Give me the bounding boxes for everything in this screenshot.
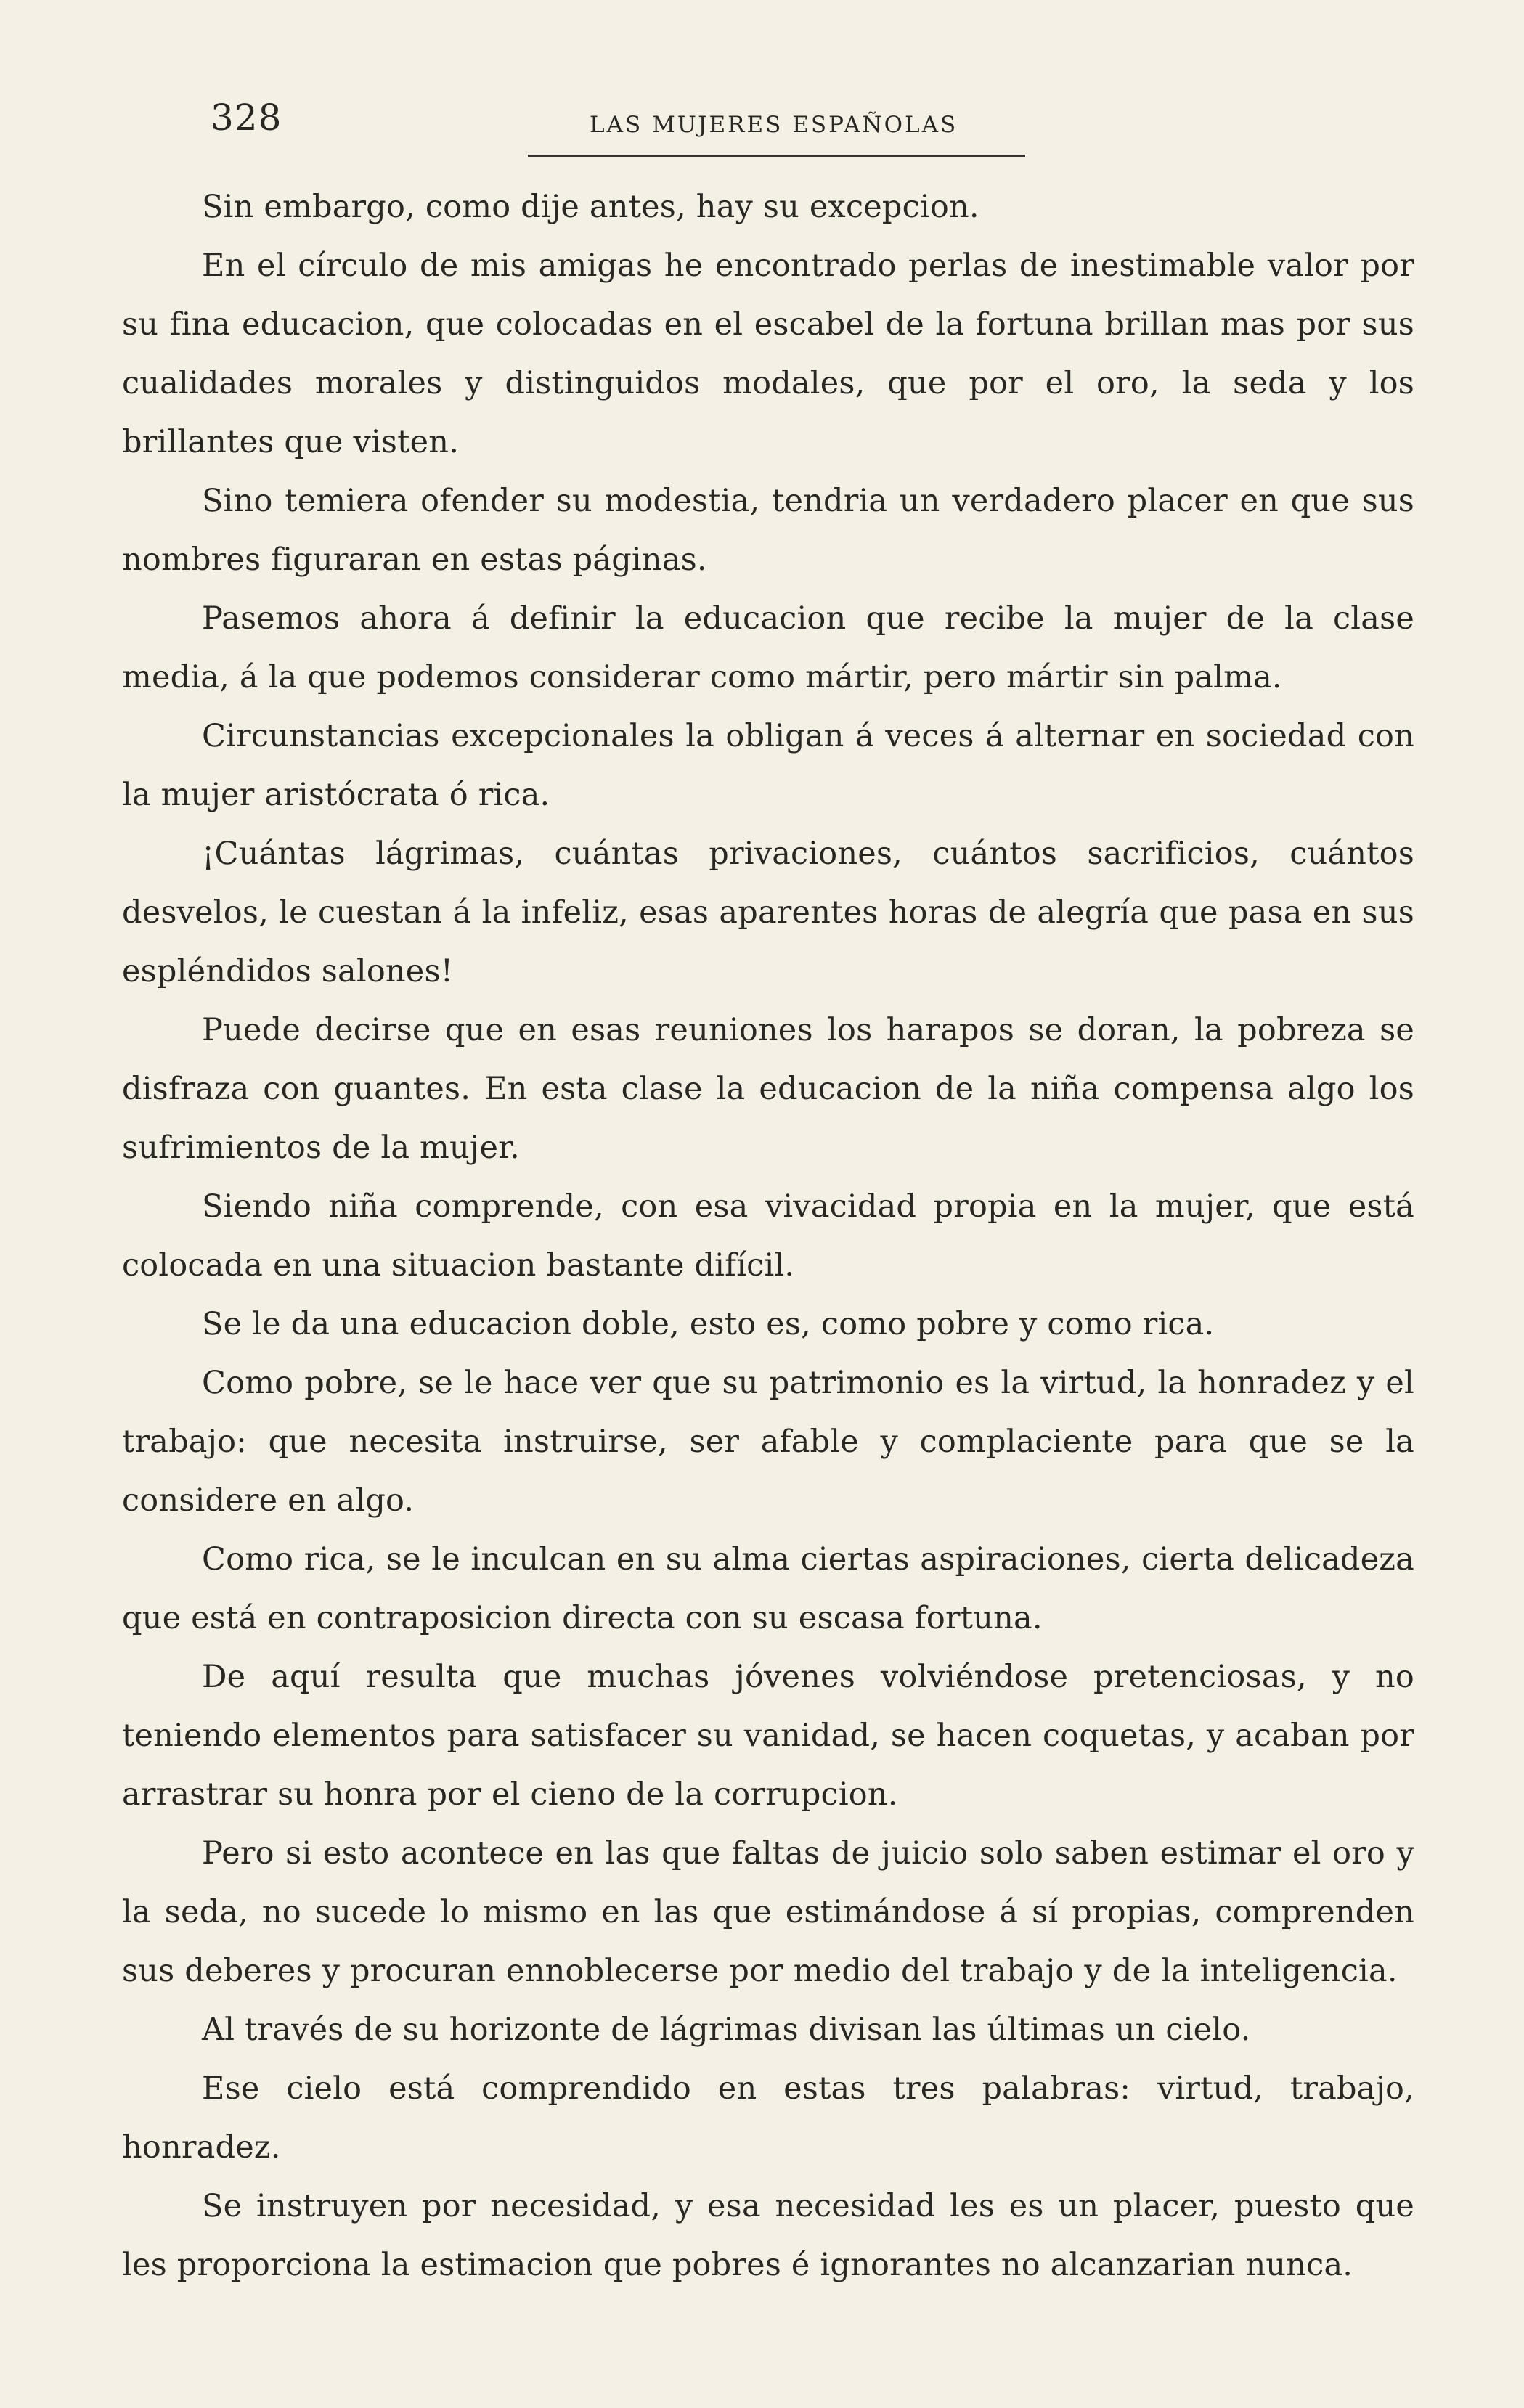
paragraph: Siendo niña comprende, con esa vivacidad propia en la mujer, que está colocada en una situacion bastante difícil. — [122, 1188, 1414, 1283]
paragraph: ¡Cuántas lágrimas, cuántas privaciones, cuántos sacrificios, cuántos desvelos, le cuestan á la infeliz, esas aparentes horas de alegría que pasa en sus espléndidos salones! — [122, 836, 1414, 989]
paragraph: Como rica, se le inculcan en su alma ciertas aspiraciones, cierta delicadeza que está en contraposicion directa con su escasa fortuna. — [122, 1541, 1414, 1636]
paragraph: Pero si esto acontece en las que faltas de juicio solo saben estimar el oro y la seda, no sucede lo mismo en las que estimándose á sí propias, comprenden sus deberes y procuran ennoblecerse por medio del trabajo y de la inteligencia. — [122, 1835, 1414, 1989]
page-number: 328 — [211, 97, 282, 139]
paragraph: Al través de su horizonte de lágrimas divisan las últimas un cielo. — [202, 2012, 1251, 2048]
running-title: LAS MUJERES ESPAÑOLAS — [590, 112, 958, 138]
paragraph: Como pobre, se le hace ver que su patrimonio es la virtud, la honradez y el trabajo: que necesita instruirse, ser afable y complaciente para que se la considere en algo. — [122, 1365, 1414, 1519]
header-rule — [528, 155, 1025, 157]
paragraph: Ese cielo está comprendido en estas tres palabras: virtud, trabajo, honradez. — [122, 2070, 1414, 2166]
paragraph: Se instruyen por necesidad, y esa necesidad les es un placer, puesto que les proporciona la estimacion que pobres é ignorantes no alcanzarian nunca. — [122, 2188, 1414, 2283]
paragraph: Circunstancias excepcionales la obligan á veces á alternar en sociedad con la mujer aristócrata ó rica. — [122, 718, 1414, 813]
paragraph: Se le da una educacion doble, esto es, como pobre y como rica. — [202, 1306, 1215, 1342]
paragraph: Sin embargo, como dije antes, hay su excepcion. — [202, 189, 979, 225]
paragraph: De aquí resulta que muchas jóvenes volviéndose pretenciosas, y no teniendo elementos para satisfacer su vanidad, se hacen coquetas, y acaban por arrastrar su honra por el cieno de la corrupcion. — [122, 1659, 1414, 1813]
paragraph: Pasemos ahora á definir la educacion que recibe la mujer de la clase media, á la que podemos considerar como mártir, pero mártir sin palma. — [122, 600, 1414, 695]
paragraph: Puede decirse que en esas reuniones los harapos se doran, la pobreza se disfraza con guantes. En esta clase la educacion de la niña compensa algo los sufrimientos de la mujer. — [122, 1012, 1414, 1166]
paragraph: En el círculo de mis amigas he encontrado perlas de inestimable valor por su fina educacion, que colocadas en el escabel de la fortuna brillan mas por sus cualidades morales y distinguidos modales, que por el oro, la seda y los brillantes que visten. — [122, 248, 1414, 460]
body-text — [122, 178, 1414, 2295]
paragraph: Sino temiera ofender su modestia, tendria un verdadero placer en que sus nombres figuraran en estas páginas. — [122, 483, 1414, 578]
